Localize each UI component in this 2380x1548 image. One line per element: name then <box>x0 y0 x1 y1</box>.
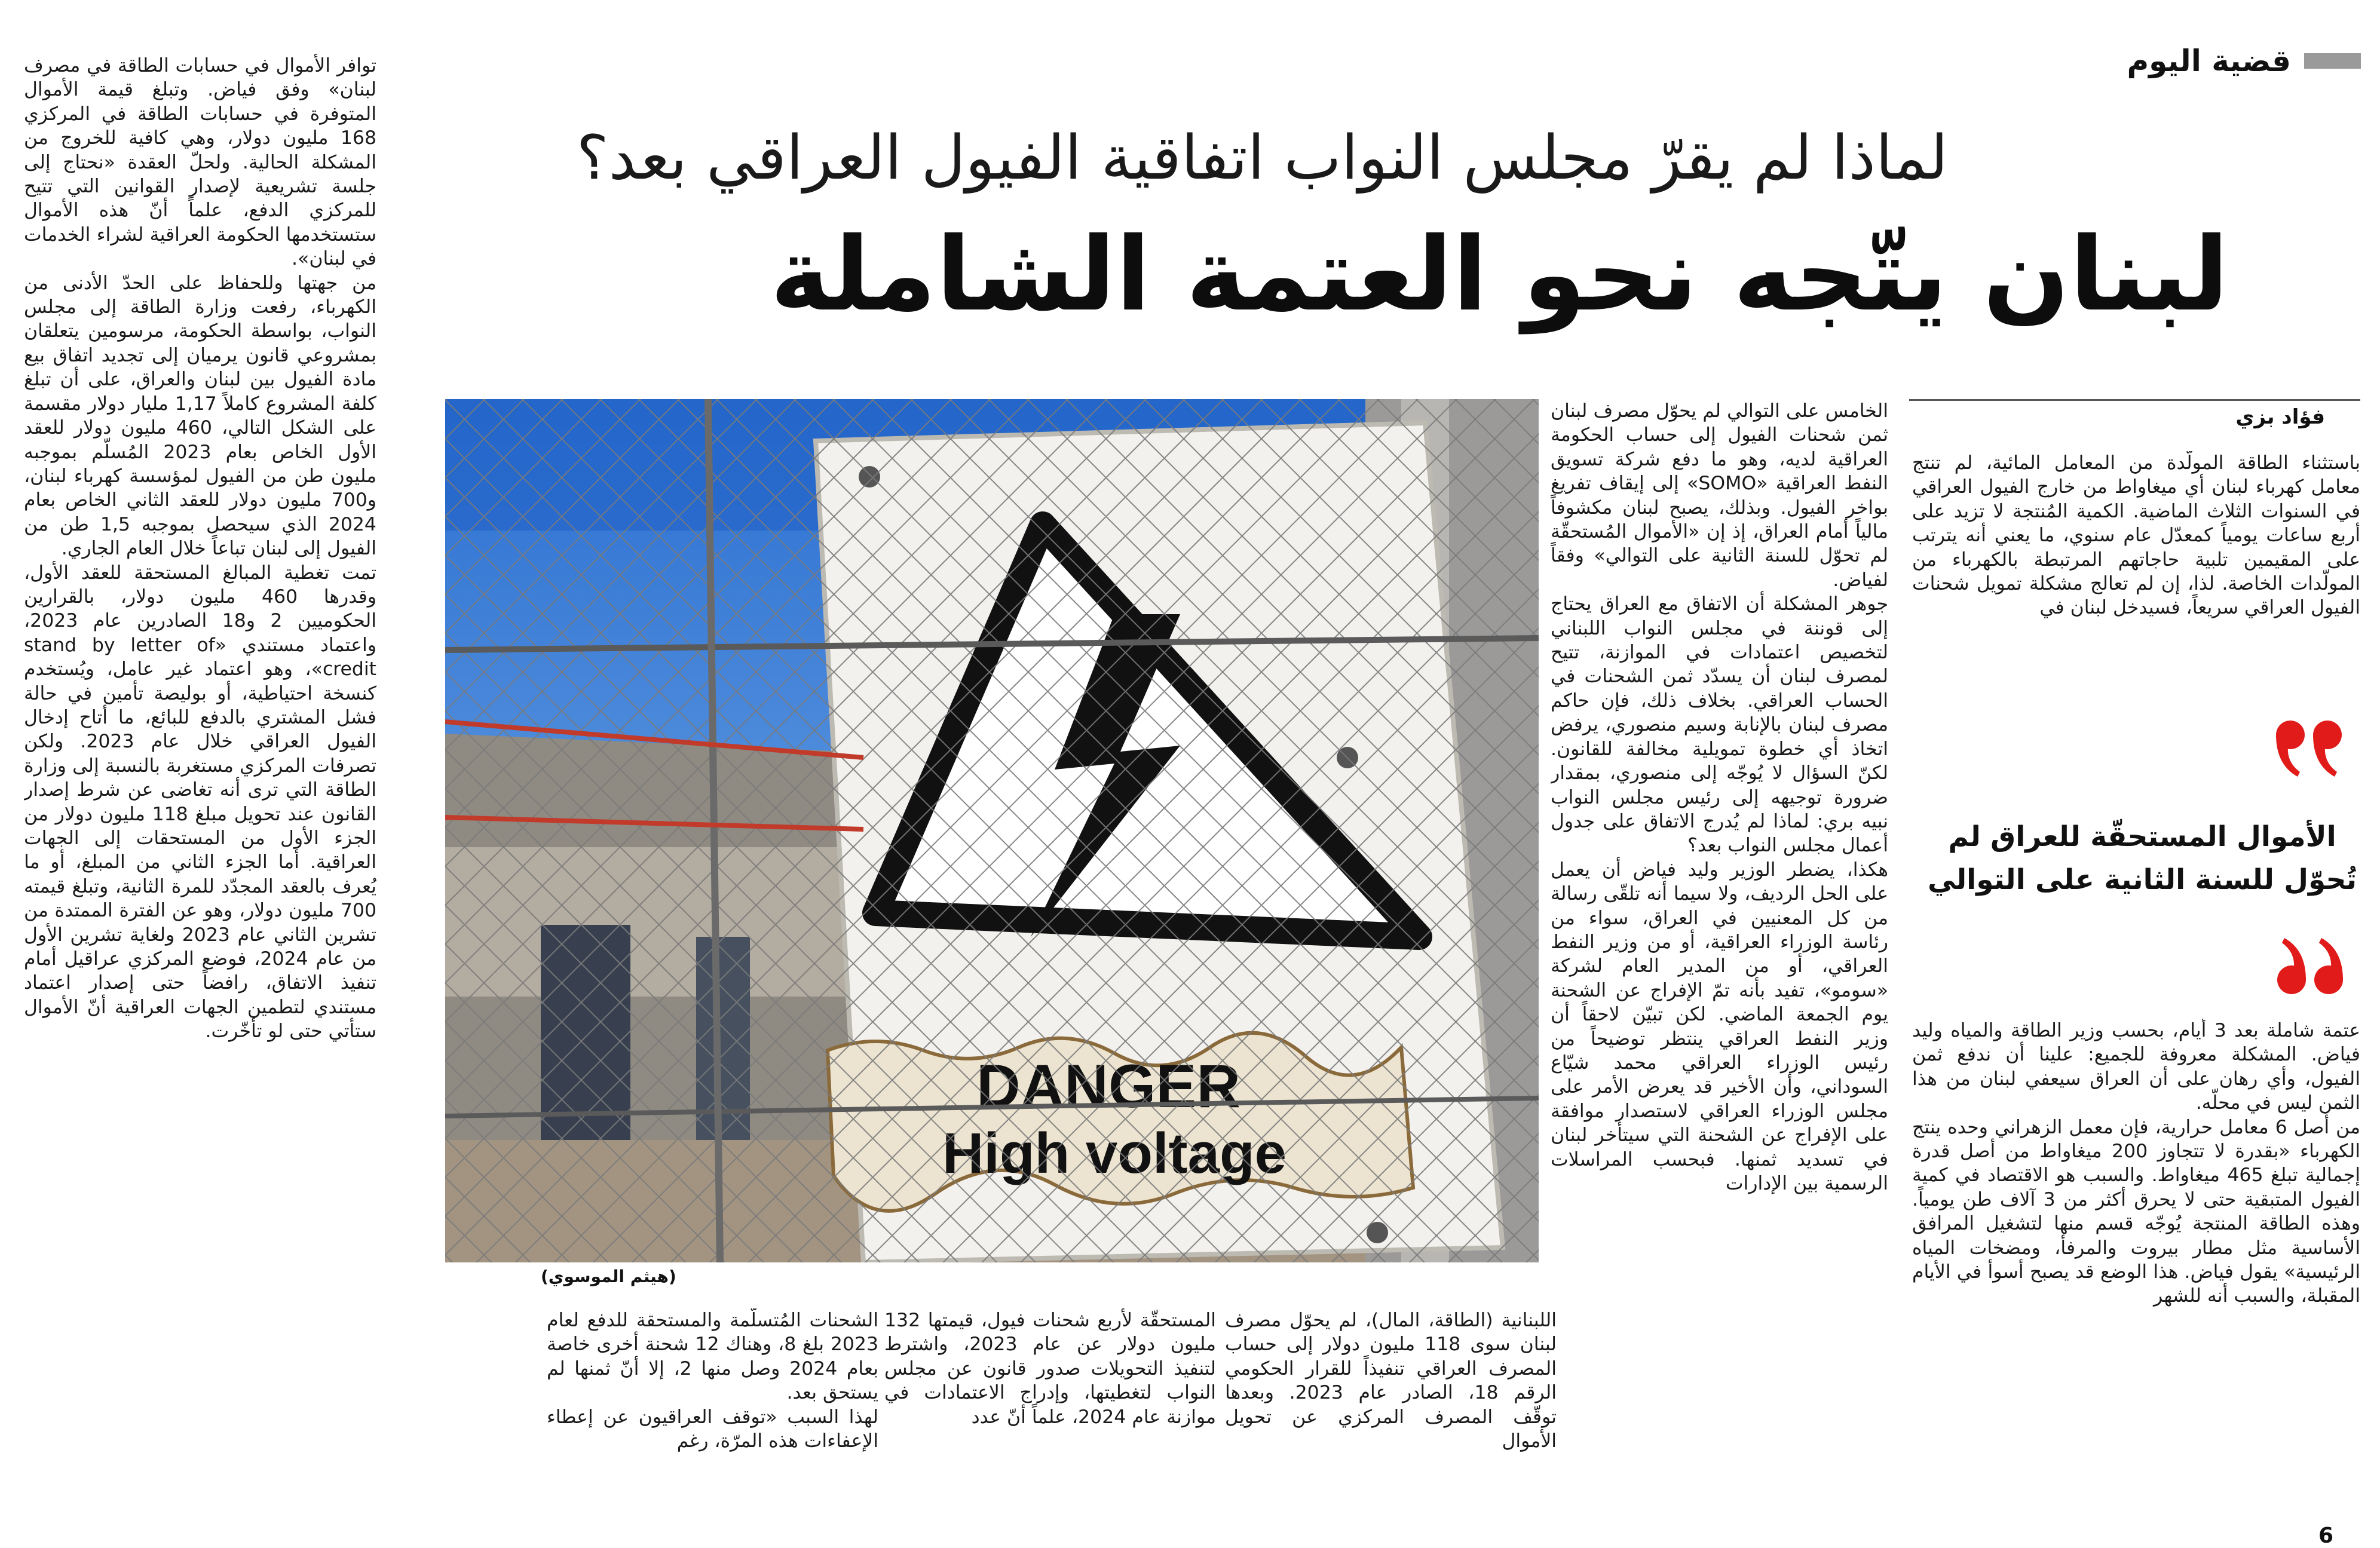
kicker-label: قضية اليوم <box>2127 44 2291 78</box>
column-5-text: الشحنات المُتسلّمة والمستحقة للدفع لعام 2023 بلغ 8، وهناك 12 شحنة أخرى خاصة بعام 2024 وصل منها 2، إلا أنّ ثمنها لم يستحق بعد. لهذا السبب «توقف العراقيون عن إعطاء الإعفاءات هذه المرّة، رغم <box>547 1310 878 1452</box>
column-3 <box>1225 1308 1557 1500</box>
section-kicker <box>2127 45 2361 76</box>
page-number: 6 <box>2318 1524 2334 1548</box>
byline-rule <box>1909 399 2360 401</box>
news-photo <box>445 399 1539 1262</box>
photo-caption: (هيثم الموسوي) <box>541 1267 676 1286</box>
column-2-text: الخامس على التوالي لم يحوّل مصرف لبنان ثمن شحنات الفيول إلى حساب الحكومة العراقية لديه، وهو ما دفع شركة تسويق النفط العراقية «SOMO» إلى إيقاف تفريغ بواخر الفيول. وبذلك، يصبح لبنان مكشوفاً مالياً أمام العراق، إذ إن «الأموال المُستحقّة لم تحوّل للسنة الثانية على التوالي» وفقاً لفياض. جوهر المشكلة أن الاتفاق مع العراق يحتاج إلى قوننة في مجلس النواب اللبناني لتخصيص اعتمادات في الموازنة، تتيح لمصرف لبنان أن يسدّد ثمن الشحنات في الحساب العراقي. بخلاف ذلك، فإن حاكم مصرف لبنان بالإنابة وسيم منصوري، يرفض اتخاذ أي خطوة تمويلية مخالفة للقانون. لكنّ السؤال لا يُوجّه إلى منصوري، بمقدار ضرورة توجيهه إلى رئيس مجلس النواب نبيه بري: لماذا لم يُدرج الاتفاق على جدول أعمال مجلس النواب بعد؟ هكذا، يضطر الوزير وليد فياض أن يعمل على الحل الرديف، ولا سيما أنه تلقّى رسالة من كل المعنيين في العراق، سواء من رئاسة الوزراء العراقية، أو من وزير النفط العراقي، أو من المدير العام لشركة «سومو»، تفيد بأنه تمّ الإفراج عن الشحنة يوم الجمعة الماضي. لكن تبيّن لاحقاً أن وزير النفط العراقي ينتظر توضيحاً من رئيس الوزراء العراقي محمد شيّاع السوداني، وأن الأخير قد يعرض الأمر على مجلس الوزراء العراقي لاستصدار موافقة على الإفراج عن الشحنة التي سيتأخر لبنان في تسديد ثمنها. فبحسب المراسلات الرسمية بين الإدارات <box>1551 400 1888 1194</box>
column-1-top-text: باستثناء الطاقة المولّدة من المعامل المائية، لم تنتج معامل كهرباء لبنان أي ميغاواط من خارج الفيول العراقي في السنوات الثلاث الماضية. الكمية المُنتجة لا تزيد على أربع ساعات يومياً كمعدّل عام سنوي، ما يعني أنه يترتب على المقيمين تلبية حاجاتهم المرتبطة بالكهرباء من المولّدات الخاصة. لذا، إن لم تعالج مشكلة تمويل شحنات الفيول العراقي سريعاً، فسيدخل لبنان في <box>1912 452 2360 619</box>
column-6-body <box>24 54 376 1500</box>
quote-open-icon <box>2268 717 2351 783</box>
column-5 <box>547 1308 878 1500</box>
column-3-text: اللبنانية (الطاقة، المال)، لم يحوّل مصرف لبنان سوى 118 مليون دولار إلى حساب المصرف العراقي تنفيذاً للقرار الحكومي الرقم 18، الصادر عام 2023. وبعدها توقّف المصرف المركزي عن تحويل الأموال <box>1225 1310 1557 1452</box>
byline: فؤاد بزي <box>2235 405 2325 429</box>
high-voltage-sign-image <box>445 399 1539 1262</box>
column-1-bottom <box>1912 1019 2360 1497</box>
subheadline: لماذا لم يقرّ مجلس النواب اتفاقية الفيول العراقي بعد؟ <box>576 122 1948 194</box>
quote-close-icon <box>2268 932 2351 998</box>
column-4 <box>884 1308 1216 1500</box>
column-4-text: المستحقّة لأربع شحنات فيول، قيمتها 132 مليون دولار عن عام 2023، واشترط لتنفيذ التحويلات صدور قانون عن مجلس النواب لتغطيتها، وإدراج الاعتمادات في موازنة عام 2024، علماً أنّ عدد <box>884 1310 1216 1428</box>
headline: لبنان يتّجه نحو العتمة الشاملة <box>770 216 2229 334</box>
column-1-bottom-text: عتمة شاملة بعد 3 أيام، بحسب وزير الطاقة والمياه وليد فياض. المشكلة معروفة للجميع: علينا أن ندفع ثمن الفيول، وأي رهان على أن العراق سيعفي لبنان من هذا الثمن ليس في محلّه. من أصل 6 معامل حرارية، فإن معمل الزهراني وحده ينتج الكهرباء «بقدرة لا تتجاوز 200 ميغاواط من أصل قدرة إجمالية تبلغ 465 ميغاواط. والسبب هو الاقتصاد في كمية الفيول المتبقية حتى لا يحرق أكثر من 3 آلاف طن يومياً. وهذه الطاقة المنتجة يُوجّه قسم منها لتشغيل المرافق الأساسية مثل مطار بيروت والمرفأ، ومضخات المياه الرئيسية» يقول فياض. هذا الوضع قد يصبح أسوأ في الأيام المقبلة، والسبب أنه للشهر <box>1912 1020 2360 1307</box>
column-6-text: توافر الأموال في حسابات الطاقة في مصرف لبنان» وفق فياض. وتبلغ قيمة الأموال المتوفرة في حسابات الطاقة في المركزي 168 مليون دولار، وهي كافية للخروج من المشكلة الحالية. ولحلّ العقدة «نحتاج إلى جلسة تشريعية لإصدار القوانين التي تتيح للمركزي الدفع، علماً أنّ هذه الأموال ستستخدمها الحكومة العراقية لشراء الخدمات في لبنان». من جهتها وللحفاظ على الحدّ الأدنى من الكهرباء، رفعت وزارة الطاقة إلى مجلس النواب، بواسطة الحكومة، مرسومين يتعلقان بمشروعي قانون يرميان إلى تجديد اتفاق بيع مادة الفيول بين لبنان والعراق، على أن تبلغ كلفة المشروع كاملاً 1,17 مليار دولار مقسمة على الشكل التالي، 460 مليون دولار للعقد الأول الخاص بعام 2023 المُسلّم بموجبه مليون طن من الفيول لمؤسسة كهرباء لبنان، و700 مليون دولار للعقد الثاني الخاص بعام 2024 الذي سيحصل بموجبه 1,5 طن من الفيول إلى لبنان تباعاً خلال العام الجاري. تمت تغطية المبالغ المستحقة للعقد الأول، وقدرها 460 مليون دولار، بالقرارين الحكوميين 2 و18 الصادرين عام 2023، واعتماد مستندي «stand by letter of credit»، وهو اعتماد غير عامل، ويُستخدم كنسخة احتياطية، أو بوليصة تأمين في حالة فشل المشتري بالدفع للبائع، ما أتاح إدخال الفيول العراقي خلال عام 2023. ولكن تصرفات المركزي مستغربة بالنسبة إلى وزارة الطاقة التي ترى أنه تغاضى عن شرط إصدار القانون عند تحويل مبلغ 118 مليون دولار من الجزء الأول من المستحقات إلى الجهات العراقية. أما الجزء الثاني من المبلغ، أو ما يُعرف بالعقد المجدّد للمرة الثانية، وتبلغ قيمته 700 مليون دولار، وهو عن الفترة الممتدة من تشرين الثاني عام 2023 ولغاية تشرين الأول من عام 2024، فوضع المركزي عراقيل أمام تنفيذ الاتفاق، رافضاً حتى إصدار اعتماد مستندي لتطمين الجهات العراقية أنّ الأموال ستأتي حتى لو تأخّرت. <box>24 55 376 1043</box>
pull-quote: الأموال المستحقّة للعراق لم تُحوّل للسنة الثانية على التوالي <box>1927 820 2357 896</box>
column-2 <box>1551 399 1888 1498</box>
kicker-bar <box>2304 53 2361 69</box>
